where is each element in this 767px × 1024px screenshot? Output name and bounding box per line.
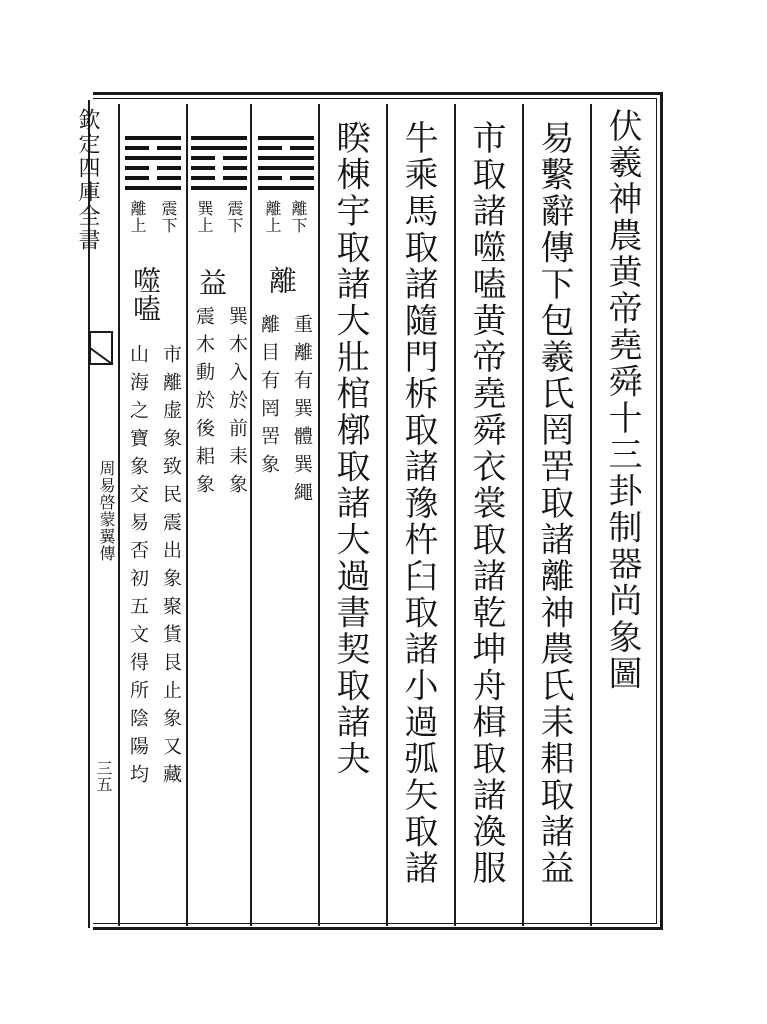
column-rule — [250, 104, 252, 926]
column-rule — [118, 104, 120, 926]
hexagram-commentary: 市離虚象致民震出象聚貨艮止象又藏 — [160, 344, 182, 792]
hexagram-commentary: 重離有巽體巽繩 — [291, 314, 313, 510]
yin-line — [125, 176, 181, 180]
column-rule — [318, 104, 320, 926]
yin-line — [258, 146, 314, 150]
section-label: 周易啓蒙翼傳 — [97, 460, 116, 562]
yang-line — [258, 136, 314, 140]
trigram-upper-label: 離上 — [263, 200, 282, 234]
column-rule — [454, 104, 456, 926]
hexagram-yi-icon — [191, 136, 247, 196]
column-rule — [186, 104, 188, 926]
chart-title: 伏羲神農黄帝堯舜十三卦制器尚象圖 — [602, 108, 642, 692]
hexagram-commentary: 巽木入於前耒象 — [226, 306, 248, 502]
yang-line — [258, 166, 314, 170]
hexagram-name: 噬嗑 — [129, 266, 162, 322]
text-column: 牛乘馬取諸隨門柝取諸豫杵臼取諸小過弧矢取諸 — [398, 120, 438, 887]
hexagram-li-icon — [258, 136, 314, 196]
trigram-lower-label: 震下 — [159, 200, 178, 234]
yin-line — [258, 176, 314, 180]
series-title: 欽定四庫全書 — [75, 108, 100, 252]
hexagram-commentary: 震木動於後耜象 — [193, 306, 215, 502]
yang-line — [191, 146, 247, 150]
hexagram-shike-icon — [125, 136, 181, 196]
yang-line — [258, 186, 314, 190]
yang-line — [125, 156, 181, 160]
text-column: 市取諸噬嗑黄帝堯舜衣裳取諸乾坤舟楫取諸渙服 — [466, 120, 506, 887]
yang-line — [191, 136, 247, 140]
yin-line — [125, 146, 181, 150]
yin-line — [191, 166, 247, 170]
text-column: 易繫辭傳下包羲氏罔罟取諸離神農氏耒耜取諸益 — [534, 120, 574, 887]
hexagram-commentary: 山海之寶象交易否初五文得所陰陽均 — [127, 344, 149, 792]
text-column: 睽棟宇取諸大壯棺槨取諸大過書契取諸夬 — [330, 120, 370, 777]
hexagram-commentary: 離目有罔罟象 — [258, 314, 280, 482]
yin-line — [191, 156, 247, 160]
trigram-upper-label: 離上 — [128, 200, 147, 234]
yang-line — [125, 136, 181, 140]
column-rule — [386, 104, 388, 926]
hexagram-name: 益 — [195, 268, 228, 296]
yang-line — [191, 186, 247, 190]
column-rule — [522, 104, 524, 926]
yang-line — [125, 186, 181, 190]
hexagram-name: 離 — [265, 266, 298, 294]
yang-line — [258, 156, 314, 160]
yin-line — [191, 176, 247, 180]
trigram-upper-label: 巽上 — [195, 200, 214, 234]
column-rule — [590, 104, 592, 926]
fold-mark-icon — [88, 330, 114, 366]
page-number: 三五 — [94, 760, 113, 792]
yin-line — [125, 166, 181, 170]
trigram-lower-label: 離下 — [289, 200, 308, 234]
trigram-lower-label: 震下 — [225, 200, 244, 234]
